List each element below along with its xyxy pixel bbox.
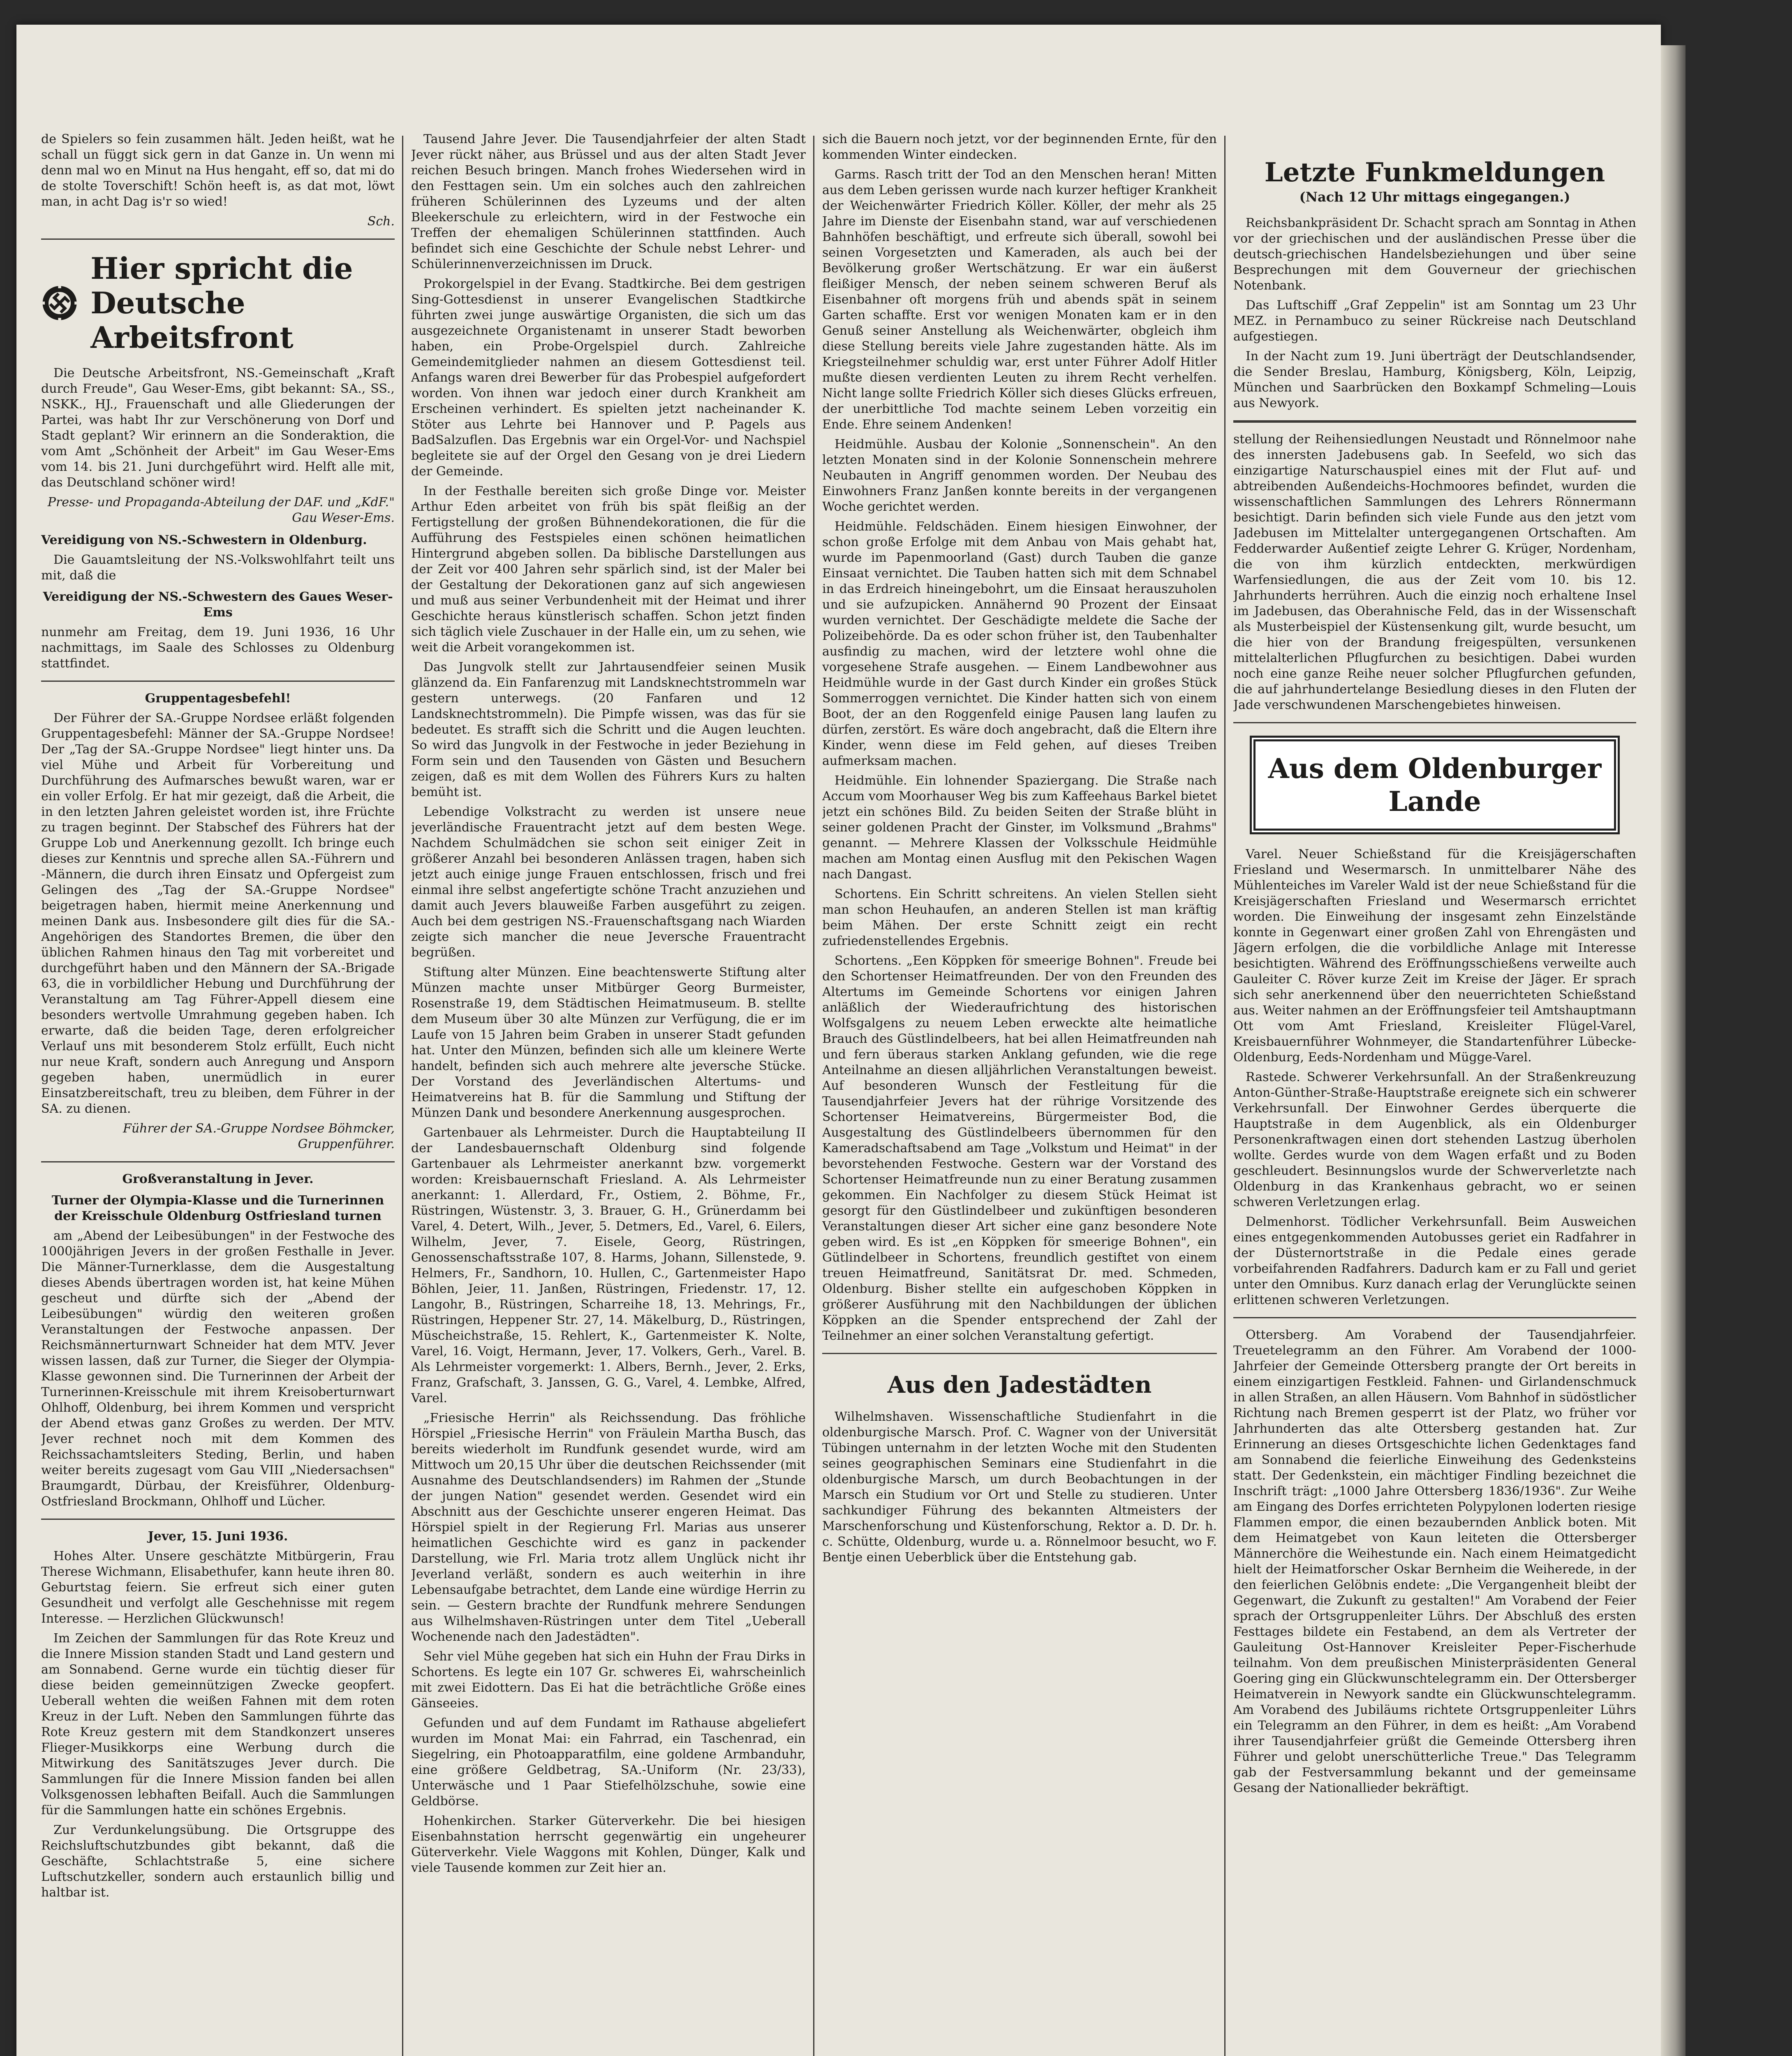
heidmuehle-kolonie-text: Heidmühle. Ausbau der Kolonie „Sonnenschein". An den letzten Monaten sind in der Kolonie Sonnenschein mehrere Neubauten in Angriff genommen worden. Der Neubau des Einwohners Franz Janßen konnte bereits in der vergangenen Woche gerichtet werden. [822,437,1217,514]
intro-paragraph: de Spielers so fein zusammen hält. Jeden heißt, wat he schall un függt sick gern in dat Ganze in. Un wenn mi denn mal wo en Minut na Hus hengaht, eff so, dat mi do de stolte Toverschift! Schön heeft is, as dat mot, löwt man, in acht Dag is'r so wied! [41,132,395,209]
grossveranstaltung-headline: Großveranstaltung in Jever. [122,1172,314,1186]
divider [1233,722,1636,723]
column-1 [41,132,395,2056]
heidmuehle-spaziergang-text: Heidmühle. Ein lohnender Spaziergang. Die Straße nach Accum vom Moorhauser Weg bis zum Kaffeehaus Barkel bietet jetzt ein schönes Bild. Zu beiden Seiten der Straße blüht in seiner goldenen Pracht der Ginster, im Volksmund „Brahms" genannt. — Mehrere Klassen der Volksschule Heidmühle machen am Montag einen Ausflug mit den Pekischen Wagen nach Dangast. [822,773,1217,882]
gefunden-text: Gefunden und auf dem Fundamt im Rathause abgeliefert wurden im Monat Mai: ein Fahrrad, ein Taschenrad, ein Siegelring, ein Photoapparatfilm, eine goldene Armbanduhr, eine größere Geldbetrag, SA.-Uniform (Nr. 23/33), Unterwäsche und 1 Paar Stiefelhölzschuhe, sowie eine Geldbörse. [411,1716,806,1808]
schortens-schnitt-text: Schortens. Ein Schritt schreitens. An vielen Stellen sieht man schon Heuhaufen, an anderen Stellen ist man kräftig beim Mähen. Der erste Schnitt zeigt ein recht zufriedenstellendes Ergebnis. [822,887,1217,948]
grossveranstaltung-subheadline: Turner der Olympia-Klasse und die Turnerinnen der Kreisschule Oldenburg Ostfriesland turnen [51,1193,384,1223]
column-2 [411,132,806,2056]
verdunkelung-text: Zur Verdunkelungsübung. Die Ortsgruppe des Reichsluftschutzbundes gibt bekannt, daß die Geschäfte, Schlachtstraße 5, eine sichere Luftschutzkeller, sondern auch erstaunlich billig und haltbar ist. [41,1823,395,1900]
funk-schacht-text: Reichsbankpräsident Dr. Schacht sprach am Sonntag in Athen vor der griechischen und der ausländischen Presse über die deutsch-griechischen Handelsbeziehungen und über seine Besprechungen mit dem Gouverneur der griechischen Notenbank. [1233,216,1636,293]
huhn-text: Sehr viel Mühe gegeben hat sich ein Huhn der Frau Dirks in Schortens. Es legte ein 107 Gr. schweres Ei, wahrscheinlich mit zwei Eidottern. Das Ei hat die beträchtliche Größe eines Gänseeies. [411,1649,806,1711]
grossveranstaltung-text: am „Abend der Leibesübungen" in der Festwoche des 1000jährigen Jevers in der großen Festhalle in Jever. Die Männer-Turnerklasse, dem die Ausgestaltung dieses Abends übertragen worden ist, hat keine Mühen gescheut und dürfte sich der „Abend der Leibesübungen" würdig den weiteren großen Veranstaltungen der Festwoche anpassen. Der Reichsmännerturnwart Schneider hat dem MTV. Jever wissen lassen, daß zur Turner, die Sieger der Olympia-Klasse gewonnen sind. Die Turnerinnen der Arbeit der Turnerinnen-Kreisschule mit ihrem Kreisoberturnwart Ohlhoff, Oldenburg, bei ihrem Kommen und verspricht der Abend etwas ganz Großes zu werden. Der MTV. Jever rechnet noch mit dem Kommen des Reichssachamtsleiters Steding, Berlin, und haben weiter bereits zugesagt vom Gau VIII „Niedersachsen" Braumgardt, Dürbau, der Kreisführer, Oldenburg-Ostfriesland Brockmann, Ohlhoff und Lücher. [41,1229,395,1509]
schortens-koeppken-text: Schortens. „Een Köppken för smeerige Bohnen". Freude bei den Schortenser Heimatfreunden. Der von den Freunden des Altertums im Gemeinde Schortens vor einigen Jahren anläßlich der Wiederaufrichtung des historischen Wolfsgalgens zu neuem Leben erweckte alte heimatliche Brauch des Güstlindelbeers, hat bei allen Heimatfreunden nah und fern überaus starken Anklang gefunden, wie die rege Anteilnahme an diesen alljährlichen Veranstaltungen beweist. Auf besonderen Wunsch der Festleitung für die Tausendjahrfeier Jevers hat der rührige Vorsitzende des Schortenser Heimatvereins, Bürgermeister Bod, die Ausgestaltung des Güstlindelbeers übernommen für den Kameradschaftsabend am Tage „Volkstum und Heimat" in der bevorstehenden Festwoche. Gestern war der Vorstand des Schortenser Heimatfreunde nun zu einer Beratung zusammen gekommen. Ein Nachfolger zu diesem Stück Heimat ist gesorgt für den Güstlindelbeer und zukünftigen besonderen Veranstaltungen dieser Art sicher eine ganz besondere Note geben wird. Es ist „en Köppken för smeerige Bohnen", ein Gütlindelbeer in Schortens, freundlich gestiftet von einem treuen Heimatfreund, Sanitätsrat Dr. med. Schmeden, Oldenburg. Bisher stellte ein aufgeschoben Köppken in größerer Ausführung mit den Nachbildungen der üblichen Köppken an die Spender entsprechend der Zahl der Teilnehmer an einer solchen Veranstaltung gefertigt. [822,954,1217,1343]
newspaper-page [16,25,1661,2056]
daf-title: Hier spricht die Deutsche Arbeitsfront [90,251,353,355]
gruppe-text: Der Führer der SA.-Gruppe Nordsee erläßt folgenden Gruppentagesbefehl: Männer der SA.-Gruppe Nordsee! Der „Tag der SA.-Gruppe Nordsee" liegt hinter uns. Da viel Mühe und Arbeit für Vorbereitung und Durchführung des Aufmarsches bewußt waren, war er ein voller Erfolg. Er hat mir gezeigt, daß die Arbeit, die in den letzten Jahren geleistet worden ist, ihre Früchte zu tragen beginnt. Der Stabschef des Führers hat der Gruppe Lob und Anerkennung gezollt. Ich bringe euch dieses zur Kenntnis und spreche allen SA.-Führern und -Männern, die durch ihren Einsatz und Opfergeist zum Gelingen des „Tag der SA.-Gruppe Nordsee" beigetragen haben, hiermit meine Anerkennung und meinen Dank aus. Insbesondere gilt dies für die SA.-Angehörigen des Standortes Bremen, die über den üblichen Rahmen hinaus den Tag mit vorbereitet und durchgeführt haben und den Männern der SA.-Brigade 63, die in vorbildlicher Hebung und Durchführung der Veranstaltung am Tag Führer-Appell diesem eine besonders wertvolle Umrahmung gegeben haben. Ich erwarte, daß die beiden Tage, deren erfolgreicher Verlauf uns mit besonderem Stolz erfüllt, Euch nicht nur neue Kraft, sondern auch Anregung und Ansporn gegeben haben, unermüdlich in eurer Einsatzbereitschaft, treu zu bleiben, dem Führer in der SA. zu dienen. [41,711,395,1116]
jever-dateline: Jever, 15. Juni 1936. [148,1529,288,1544]
daf-header [41,251,395,355]
funkmeldungen-subheadline: (Nach 12 Uhr mittags eingegangen.) [1299,189,1570,205]
ottersberg-text: Ottersberg. Am Vorabend der Tausendjahrfeier. Treuetelegramm an den Führer. Am Vorabend der 1000-Jahrfeier der Gemeinde Ottersberg prangte der Ort bereits in einem einzigartigen Festkleid. Fahnen- und Girlandenschmuck in allen Straßen, an allen Häusern. Vom Bahnhof in südöstlicher Richtung nach Bremen gesperrt ist der Platz, wo früher vor Jahrhunderten das alte Ottersberg gestanden hat. Zur Erinnerung an dieses Ortsgeschichte lichen Gedenktages fand am Sonnabend die feierliche Einweihung des Gedenksteins statt. Der Gedenkstein, ein mächtiger Findling bezeichnet die Inschrift trägt: „1000 Jahre Ottersberg 1836/1936". Zur Weihe am Eingang des Dorfes errichteten Polypylonen loderten riesige Flammen empor, die einen bezaubernden Anblick boten. Mit dem Heimatgebet von Kaun leiteten die Ottersberger Männerchöre die Weihestunde ein. Nach einem Heimatgedicht hielt der Heimatforscher Oskar Bernheim die Weiherede, in der den feierlichen Gelöbnis endete: „Die Vergangenheit bleibt der Gegenwart, die Zukunft zu gestalten!" Am Vorabend der Feier sprach der Ortsgruppenleiter Lührs. Der Abschluß des ersten Festtages bildete ein Festabend, an dem als Vertreter der Gauleitung Ost-Hannover Kreisleiter Peper-Fischerhude teilnahm. Von dem preußischen Ministerpräsidenten General Goering ging ein Glückwunschtelegramm ein. Der Ottersberger Heimatverein in Newyork sandte ein Glückwunschtelegramm. Am Vorabend des Jubiläums richtete Ortsgruppenleiter Lührs ein Telegramm an den Führer, in dem es heißt: „Am Vorabend ihrer Tausendjahrfeier grüßt die Gemeinde Ottersberg ihren Führer und gelobt unerschütterliche Treue." Das Telegramm gab der Festversammlung bekannt und der gemeinsame Gesang der Nationallieder bekräftigt. [1233,1328,1636,1795]
column-4 [1233,132,1636,2056]
column-rule [813,136,814,2056]
jungvolk-text: Das Jungvolk stellt zur Jahrtausendfeier seinen Musik glänzend da. Ein Fanfarenzug mit Landsknechtstrommeln war gestern unterwegs. (20 Fanfaren und 12 Landsknechtstrommeln). Die Pimpfe wissen, was das für sie bedeutet. Es strafft sich die Schritt und die Augen leuchten. So wird das Jungvolk in der Festwoche in jeder Beziehung in Form sein und den Tausenden von Gästen und Besuchern zeigen, daß es mit dem Wollen des Führers Kurs zu halten bemüht ist. [411,660,806,799]
daf-emblem-icon [41,264,78,342]
divider [1233,420,1636,423]
hohes-alter-text: Hohes Alter. Unsere geschätzte Mitbürgerin, Frau Therese Wichmann, Elisabethufer, kann heute ihren 80. Geburtstag feiern. Sie erfreut sich einer guten Gesundheit und verfolgt alle Geschehnisse mit regem Interesse. — Herzlichen Glückwunsch! [41,1549,395,1626]
column-rule [402,136,403,2056]
ns-text-2: nunmehr am Freitag, dem 19. Juni 1936, 16 Uhr nachmittags, im Saale des Schlosses zu Oldenburg stattfindet. [41,625,395,671]
oldenburger-lande-banner: Aus dem Oldenburger Lande [1250,736,1620,834]
ns-center-line: Vereidigung der NS.-Schwestern des Gaues Weser-Ems [43,590,393,620]
jadestaedten-headline: Aus den Jadestädten [887,1371,1152,1398]
gruppe-headline: Gruppentagesbefehl! [145,691,291,706]
daf-text: Die Deutsche Arbeitsfront, NS.-Gemeinschaft „Kraft durch Freude", Gau Weser-Ems, gibt bekannt: SA., SS., NSKK., HJ., Frauenschaft und alle Gliederungen der Partei, was habt Ihr zur Verschönerung von Dorf und Stadt geplant? Wir erinnern an die Sonderaktion, die vom Amt „Schönheit der Arbeit" im Gau Weser-Ems vom 14. bis 21. Juni durchgeführt wird. Helft alle mit, das Deutschland schöner wird! [41,366,395,490]
funk-boxkampf-text: In der Nacht zum 19. Juni überträgt der Deutschlandsender, die Sender Breslau, Hamburg, Königsberg, Köln, Leipzig, München und Saarbrücken den Boxkampf Schmeling—Louis aus Newyork. [1233,349,1636,410]
heidmuehle-feldschaeden-text: Heidmühle. Feldschäden. Einem hiesigen Einwohner, der schon große Erfolge mit dem Anbau von Mais gehabt hat, wurde im Papenmoorland (Gast) durch Tauben die ganze Einsaat vernichtet. Die Tauben hatten sich mit dem Schnabel in das Erdreich hineingebohrt, um die Einsaat herauszuholen und sie aufzupicken. Annähernd 90 Prozent der Einsaat wurden vernichtet. Der Geschädigte meldete die Sache der Polizeibehörde. Da es oder schon früher ist, den Taubenhalter ausfindig zu machen, wird der letztere wohl ohne die vorgesehene Strafe ausgehen. — Einem Landbewohner aus Heidmühle wurde in der Gast durch Kinder ein großes Stück Sommerroggen vernichtet. Die Kinder hatten sich von einem Boot, der an den Roggenfeld einige Pausen lang laufen zu dürfen, zerstört. Es wäre doch angebracht, daß die Eltern ihre Kinder, wenn diese im Feld gehen, auf dieses Treiben aufmerksam machen. [822,519,1217,768]
sammlungen-text: Im Zeichen der Sammlungen für das Rote Kreuz und die Innere Mission standen Stadt und Land gestern und am Sonnabend. Gerne wurde ein tüchtig dieser für diese beiden gemeinnützigen Zwecke geopfert. Ueberall wehten die weißen Fahnen mit dem roten Kreuz in der Luft. Neben den Sammlungen führte das Rote Kreuz gestern mit dem Standkonzert unseres Flieger-Musikkorps eine Werbung durch die Mitwirkung des Sanitätszuges Jever durch. Die Sammlungen für die Innere Mission fanden bei allen Volksgenossen lebhaften Beifall. Auch die Sammlungen für die Sammlungen hatte ein schönes Ergebnis. [41,1631,395,1818]
divider [41,238,395,240]
friesische-herrin-text: „Friesische Herrin" als Reichssendung. Das fröhliche Hörspiel „Friesische Herrin" von Fräulein Martha Busch, das bereits wiederholt im Rundfunk gesendet wurde, wird am Mittwoch um 20,15 Uhr über die deutschen Reichssender (mit Ausnahme des Deutschlandsenders) im Rahmen der „Stunde der jungen Nation" gesendet werden. Gesendet wird ein Abschnitt aus der Geschichte unserer engeren Heimat. Das Hörspiel spielt in der Regierung Frl. Marias aus unserer heimatlichen Geschichte wird es ganz in packender Darstellung, wie Frl. Maria trotz allem Unglück nicht ihr Jeverland verläßt, sondern es auch weiterhin in ihre Lebensaufgabe betrachtet, dem Lande eine würdige Herrin zu sein. — Gestern brachte der Rundfunk mehrere Sendungen aus Wilhelmshaven-Rüstringen unter dem Titel „Ueberall Wochenende nach den Jadestädten". [411,1411,806,1644]
ns-headline: Vereidigung von NS.-Schwestern in Oldenburg. [41,533,367,547]
volkstracht-text: Lebendige Volkstracht zu werden ist unsere neue jeverländische Frauentracht jetzt auf dem besten Wege. Nachdem Schulmädchen sie schon seit einiger Zeit in größerer Anzahl bei besonderen Anlässen tragen, haben sich jetzt auch einige junge Frauen entschlossen, frisch und frei einmal ihre selbst angefertigte schöne Tracht anzuziehen und damit auch Jevers blauweiße Farben ausgeführt zu zeigen. Auch bei dem gestrigen NS.-Frauenschaftsgang nach Wiarden zeigte sich mancher die neue Jeversche Frauentracht begrüßen. [411,805,806,960]
gruppe-signature: Führer der SA.-Gruppe Nordsee Böhmcker, Gruppenführer. [123,1121,395,1151]
divider [41,1161,395,1162]
festhalle-text: In der Festhalle bereiten sich große Dinge vor. Meister Arthur Eden arbeitet von früh bis spät fleißig an der Fertigstellung der großen Bühnendekorationen, die für die Aufführung des Festspieles einen schönen heimatlichen Hintergrund abgeben sollen. Da biblische Darstellungen aus der Zeit vor 400 Jahren sehr spärlich sind, ist der Maler bei der Gestaltung der Dekorationen ganz auf sich angewiesen und muß aus seiner Verbundenheit mit der Heimat und ihrer Geschichte heraus künstlerisch schaffen. Schon jetzt finden sich täglich viele Zuschauer in der Halle ein, um zu sehen, wie weit die Arbeit vorangekommen ist. [411,484,806,655]
ernte-text: sich die Bauern noch jetzt, vor der beginnenden Ernte, für den kommenden Winter eindecken. [822,132,1217,162]
daf-signature: Presse- und Propaganda-Abteilung der DAF. und „KdF." Gau Weser-Ems. [47,495,395,525]
funkmeldungen-headline: Letzte Funkmeldungen [1264,157,1605,188]
rastede-text: Rastede. Schwerer Verkehrsunfall. An der Straßenkreuzung Anton-Günther-Straße-Hauptstraße ereignete sich ein schwerer Verkehrsunfall. Der Einwohner Gerdes überquerte die Hauptstraße in dem Augenblick, als ein Oldenburger Personenkraftwagen einen dort stehenden Lastzug überholen wollte. Gerdes wurde von dem Wagen erfaßt und zu Boden geschleudert. Besinnungslos wurde der Schwerverletzte nach Oldenburg in das Krankenhaus gebracht, wo er seinen schweren Verletzungen erlag. [1233,1070,1636,1209]
divider [41,681,395,682]
divider [41,1519,395,1520]
book-edge [1661,45,1686,2056]
column-rule [1224,136,1225,2056]
divider [1233,1317,1636,1318]
intro-signature: Sch. [367,214,395,229]
divider [822,1353,1217,1354]
siedlungen-text: stellung der Reihensiedlungen Neustadt und Rönnelmoor nahe des innersten Jadebusens gab. In Seefeld, wo sich das einzigartige Naturschauspiel eines mit der Flut auf- und abtreibenden Außendeichs-Hochmoores befindet, wurden die wissenschaftlichen Sammlungen des Lehrers Rönnermann besichtigt. Darin befinden sich viele Funde aus den jetzt vom Jadebusen im Mittelalter untergegangenen Ortschaften. Am Fedderwarder Außentief zeigte Lehrer G. Krüger, Nordenham, die von ihm kürzlich entdeckten, merkwürdigen Warfensiedlungen, die aus der Zeit vom 10. bis 12. Jahrhunderts herrühren. Auch die einzig noch erhaltene Insel im Jadebusen, das Oberahnische Feld, das in der Wissenschaft als Musterbeispiel der Küstensenkung gilt, wurde besucht, um die hier von der Brandung freigespülten, versunkenen mittelalterlichen Pflugfurchen zu besichtigen. Dabei wurden noch eine ganze Reihe neuer solcher Pflugfurchen gefunden, die auf jahrhundertelange Besiedlung dieses in den Fluten der Jade verschwundenen Marschengebietes hinweisen. [1233,432,1636,712]
gartenbauer-text: Gartenbauer als Lehrmeister. Durch die Hauptabteilung II der Landesbauernschaft Oldenburg sind folgende Gartenbauer als Lehrmeister anerkannt bzw. vorgemerkt worden: Kreisbauernschaft Friesland. A. Als Lehrmeister anerkannt: 1. Allerdard, Fr., Ostiem, 2. Böhme, Fr., Rüstringen, Wüstenstr. 3, 3. Brauer, G. H., Grünerdamm bei Varel, 4. Detert, Wilh., Jever, 5. Detmers, Ed., Varel, 6. Eilers, Wilhelm, Jever, 7. Eisele, Georg, Rüstringen, Genossenschaftsstraße 107, 8. Harms, Johann, Sillenstede, 9. Helmers, Fr., Sandhorn, 10. Hullen, C., Gartenmeister Hapo Böhlen, Jeier, 11. Janßen, Rüstringen, Friedenstr. 17, 12. Langohr, B., Rüstringen, Scharreihe 18, 13. Mehrings, Fr., Rüstringen, Heppener Str. 27, 14. Mäkelburg, D., Rüstringen, Müscheichstraße, 15. Rehlert, K., Gartenmeister K. Nolte, Varel, 16. Voigt, Hermann, Jever, 17. Volkers, Gerh., Varel. B. Als Lehrmeister vorgemerkt: 1. Albers, Bernh., Jever, 2. Erks, Franz, Grafschaft, 3. Janssen, G. G., Varel, 4. Lembke, Alfred, Varel. [411,1125,806,1405]
varel-text: Varel. Neuer Schießstand für die Kreisjägerschaften Friesland und Wesermarsch. In unmittelbarer Nähe des Mühlenteiches im Vareler Wald ist der neue Schießstand für die Kreisjägerschaften Friesland und Wesermarsch errichtet worden. Die Einweihung der insgesamt zehn Einzelstände konnte in Gegenwart einer großen Zahl von Ehrengästen und Jägern erfolgen, die die vorbildliche Anlage mit Interesse besichtigten. Während des Eröffnungsschießens verweilte auch Gauleiter C. Röver kurze Zeit im Kreise der Jäger. Er sprach sich sehr anerkennend über den neuerrichteten Schießstand aus. Weiter nahmen an der Eröffnungsfeier teil Amtshauptmann Ott vom Amt Friesland, Kreisleiter Flügel-Varel, Kreisbauernführer Wohnmeyer, die Standartenführer Lübecke-Oldenburg, Eeds-Nordenham und Mügge-Varel. [1233,847,1636,1065]
tausend-jahre-text: Tausend Jahre Jever. Die Tausendjahrfeier der alten Stadt Jever rückt näher, aus Brüssel und aus der alten Stadt Jever reichen Besuch bringen. Manch frohes Wiedersehen wird in den Festtagen sein. Um ein solches auch den zahlreichen früheren Schülerinnen des Lyzeums und der alten Bleekerschule zu erleichtern, wird in der Festwoche ein Treffen der ehemaligen Schülerinnen stattfinden. Auch befindet sich eine Geschichte der Schule nebst Lehrer- und Schülerinnenverzeichnissen im Druck. [411,132,806,271]
ns-text: Die Gauamtsleitung der NS.-Volkswohlfahrt teilt uns mit, daß die [41,553,395,583]
hohenkirchen-text: Hohenkirchen. Starker Güterverkehr. Die bei hiesigen Eisenbahnstation herrscht gegenwärtig ein ungeheurer Güterverkehr. Viele Waggons mit Kohlen, Dünger, Kalk und viele Tausende kommen zur Zeit hier an. [411,1814,806,1875]
wilhelmshaven-text: Wilhelmshaven. Wissenschaftliche Studienfahrt in die oldenburgische Marsch. Prof. C. Wagner von der Universität Tübingen unternahm in der letzten Woche mit den Studenten seines geographischen Seminars eine Studienfahrt in die oldenburgische Marsch, um durch Beobachtungen in der Marsch ein Studium vor Ort und Stelle zu studieren. Unter sachkundiger Führung des bekannten Altmeisters der Marschenforschung und Küstenforschung, Rektor a. D. Dr. h. c. Schütte, Oldenburg, wurde u. a. Rönnelmoor besucht, wo F. Bentje einen Ueberblick über die Entstehung gab. [822,1410,1217,1565]
muenzen-text: Stiftung alter Münzen. Eine beachtenswerte Stiftung alter Münzen machte unser Mitbürger Georg Burmeister, Rosenstraße 19, dem Städtischen Heimatmuseum. B. stellte dem Museum über 30 alte Münzen zur Verfügung, die er im Laufe von 15 Jahren beim Graben in unserer Stadt gefunden hat. Unter den Münzen, befinden sich alle um kleinere Werte handelt, befinden sich auch mehrere alte jeversche Stücke. Der Vorstand des Jeverländischen Altertums- und Heimatvereins hat B. für die Sammlung und Stiftung der Münzen Dank und besondere Anerkennung ausgesprochen. [411,965,806,1120]
garms-text: Garms. Rasch tritt der Tod an den Menschen heran! Mitten aus dem Leben gerissen wurde nach kurzer heftiger Krankheit der Weichenwärter Friedrich Köller. Köller, der mehr als 25 Jahre im Dienste der Eisenbahn stand, war auf verschiedenen Bahnhöfen beschäftigt, und erfreute sich überall, sowohl bei seinen Vorgesetzten und Kameraden, als auch bei der Bevölkerung großer Wertschätzung. Er war ein äußerst fleißiger Mensch, der neben seinem schweren Beruf als Eisenbahner oft morgens früh und abends spät in seinem Garten schaffte. Erst vor wenigen Monaten kam er in den Genuß seiner Anstellung als Weichenwärter, obgleich ihm diese Stellung bereits viele Jahre zugestanden hätte. Als im Kriegsteilnehmer schuldig war, erst unter Führer Adolf Hitler mußte diesen verdienten Leuten zu ihrem Recht verhelfen. Nicht lange sollte Friedrich Köller sich dieses Glücks erfreuen, der unerbittliche Tod machte seinem Leben vorzeitig ein Ende. Ehre seinem Andenken! [822,167,1217,432]
column-3 [822,132,1217,2056]
orgelspiel-text: Prokorgelspiel in der Evang. Stadtkirche. Bei dem gestrigen Sing-Gottesdienst in unserer Evangelischen Stadtkirche führten zwei junge auswärtige Organisten, die sich um das ausgezeichnete Organistenamt in unserer Stadt beworben haben, ein Probe-Orgelspiel durch. Zahlreiche Gemeindemitglieder nahmen an diesem Gottesdienst teil. Anfangs waren drei Bewerber für das Probespiel aufgefordert worden. Von ihnen war jedoch einer durch Krankheit am Erscheinen verhindert. Es spielten jetzt nacheinander K. Stöter aus Lehrte bei Hannover und P. Pagels aus BadSalzuflen. Das Ergebnis war ein Orgel-Vor- und Nachspiel begleitete sie auf der Orgel den Gesang von je drei Liedern der Gemeinde. [411,277,806,479]
funk-zeppelin-text: Das Luftschiff „Graf Zeppelin" ist am Sonntag um 23 Uhr MEZ. in Pernambuco zu seiner Rückreise nach Deutschland aufgestiegen. [1233,298,1636,344]
delmenhorst-text: Delmenhorst. Tödlicher Verkehrsunfall. Beim Ausweichen eines entgegenkommenden Autobusses geriet ein Radfahrer in der Düsternortstraße in die Pedale eines gerade vorbeifahrenden Radfahrers. Dadurch kam er zu Fall und geriet unter den Omnibus. Kurz danach erlag der Verunglückte seinen erlittenen schweren Verletzungen. [1233,1215,1636,1307]
